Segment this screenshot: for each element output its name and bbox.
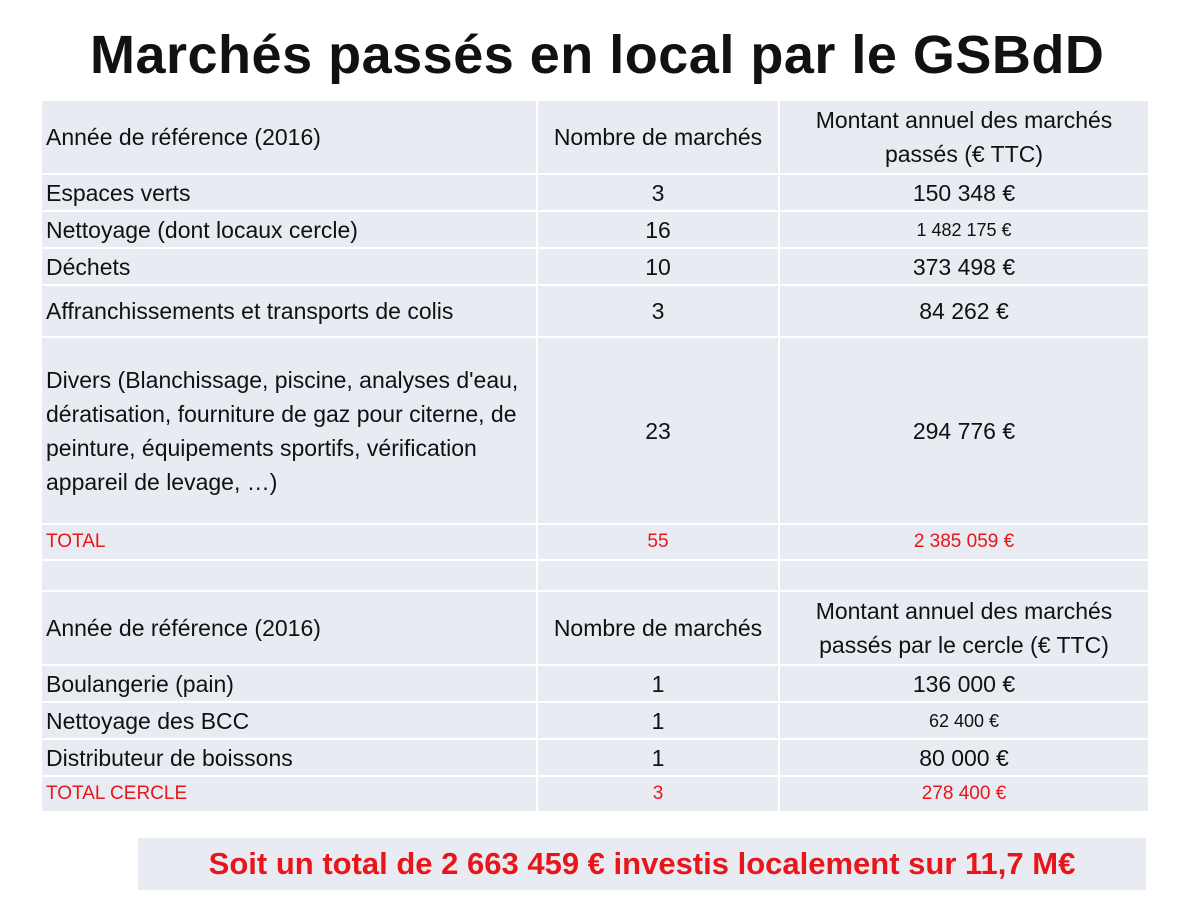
row-count: 1 <box>537 665 779 702</box>
markets-table <box>40 99 1150 597</box>
row-amount: 150 348 € <box>779 174 1149 211</box>
total-label: TOTAL <box>41 524 537 560</box>
table-header-row <box>41 591 1149 665</box>
summary-banner: Soit un total de 2 663 459 € investis localement sur 11,7 M€ <box>138 838 1146 890</box>
row-amount: 84 262 € <box>779 285 1149 337</box>
row-label: Déchets <box>41 248 537 285</box>
total-row <box>41 524 1149 560</box>
row-amount: 373 498 € <box>779 248 1149 285</box>
row-amount: 1 482 175 € <box>779 211 1149 248</box>
row-label: Nettoyage des BCC <box>41 702 537 739</box>
header-amount: Montant annuel des marchés passés par le cercle (€ TTC) <box>779 591 1149 665</box>
row-amount: 136 000 € <box>779 665 1149 702</box>
row-label: Boulangerie (pain) <box>41 665 537 702</box>
total-count: 55 <box>537 524 779 560</box>
row-label: Espaces verts <box>41 174 537 211</box>
row-count: 3 <box>537 285 779 337</box>
row-amount: 62 400 € <box>779 702 1149 739</box>
table-row <box>41 739 1149 776</box>
header-count: Nombre de marchés <box>537 100 779 174</box>
table-row <box>41 702 1149 739</box>
circle-markets-table <box>40 590 1150 813</box>
total-row <box>41 776 1149 812</box>
table-row <box>41 337 1149 524</box>
header-count: Nombre de marchés <box>537 591 779 665</box>
row-count: 1 <box>537 702 779 739</box>
header-reference-year: Année de référence (2016) <box>41 591 537 665</box>
row-label: Divers (Blanchissage, piscine, analyses d'eau, dératisation, fourniture de gaz pour citerne, de peinture, équipements sportifs, vérification appareil de levage, …) <box>41 337 537 524</box>
row-count: 10 <box>537 248 779 285</box>
table-row <box>41 174 1149 211</box>
total-label: TOTAL CERCLE <box>41 776 537 812</box>
table-row <box>41 285 1149 337</box>
row-count: 16 <box>537 211 779 248</box>
total-count: 3 <box>537 776 779 812</box>
table-row <box>41 211 1149 248</box>
total-amount: 2 385 059 € <box>779 524 1149 560</box>
page-title: Marchés passés en local par le GSBdD <box>90 25 1105 85</box>
header-reference-year: Année de référence (2016) <box>41 100 537 174</box>
row-label: Distributeur de boissons <box>41 739 537 776</box>
row-label: Affranchissements et transports de colis <box>41 285 537 337</box>
total-amount: 278 400 € <box>779 776 1149 812</box>
row-count: 3 <box>537 174 779 211</box>
row-amount: 294 776 € <box>779 337 1149 524</box>
table-row <box>41 248 1149 285</box>
row-amount: 80 000 € <box>779 739 1149 776</box>
row-count: 1 <box>537 739 779 776</box>
table-row <box>41 665 1149 702</box>
row-count: 23 <box>537 337 779 524</box>
table-header-row <box>41 100 1149 174</box>
row-label: Nettoyage (dont locaux cercle) <box>41 211 537 248</box>
header-amount: Montant annuel des marchés passés (€ TTC) <box>779 100 1149 174</box>
